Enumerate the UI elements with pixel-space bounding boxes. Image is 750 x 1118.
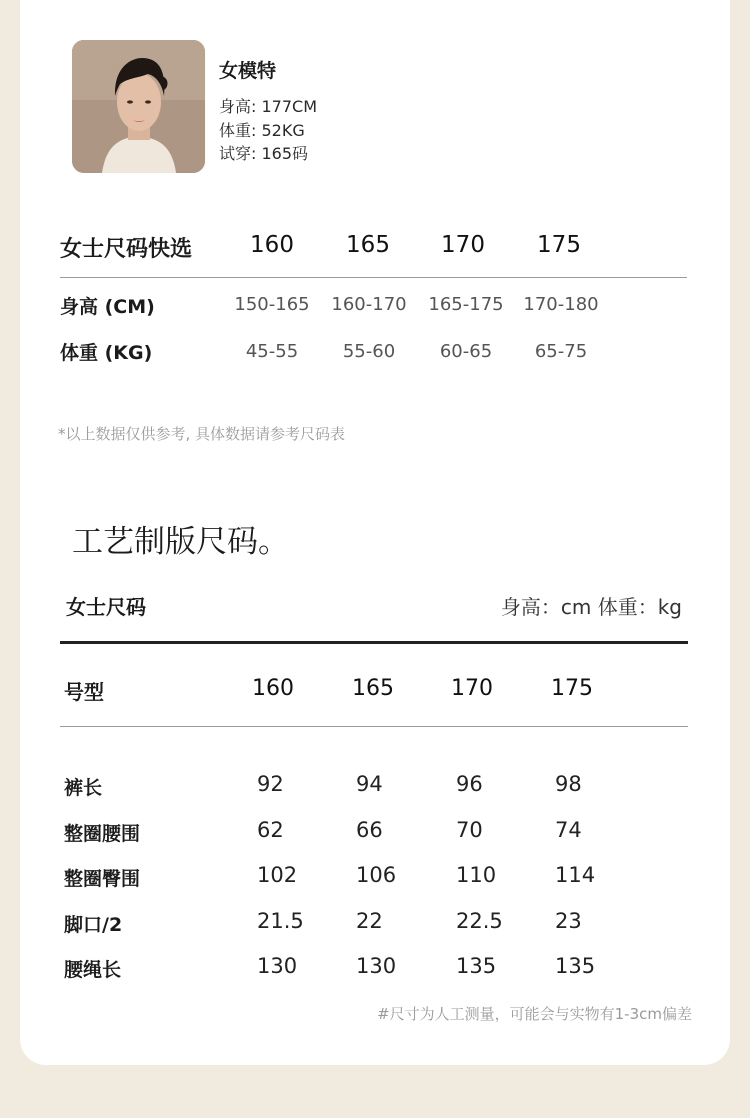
- model-tryon-size: 试穿: 165码: [219, 144, 309, 163]
- craft-cell: 102: [257, 863, 298, 887]
- quick-cell: 45-55: [245, 341, 299, 362]
- quick-size-header: 170: [441, 232, 485, 258]
- craft-row-label: 整圈臀围: [64, 868, 141, 890]
- quick-cell: 170-180: [523, 294, 599, 315]
- craft-size-header: 170: [451, 676, 493, 701]
- quick-table-note: *以上数据仅供参考, 具体数据请参考尺码表: [58, 425, 346, 443]
- quick-cell: 60-65: [439, 341, 493, 362]
- craft-section-title: 工艺制版尺码。: [72, 524, 289, 560]
- craft-cell: 130: [356, 954, 397, 978]
- craft-cell: 21.5: [257, 909, 304, 933]
- craft-cell: 130: [257, 954, 298, 978]
- craft-cell: 114: [555, 863, 596, 887]
- craft-size-header: 165: [352, 676, 394, 701]
- quick-size-header: 160: [250, 232, 294, 258]
- craft-cell: 23: [555, 909, 582, 933]
- craft-size-header: 160: [252, 676, 294, 701]
- craft-row-label: 裤长: [64, 777, 103, 799]
- quick-table-divider: [60, 277, 687, 278]
- craft-row-label: 整圈腰围: [64, 823, 141, 845]
- craft-cell: 66: [356, 818, 383, 842]
- quick-size-header: 175: [537, 232, 581, 258]
- model-title: 女模特: [219, 60, 277, 82]
- craft-table-top-rule: [60, 641, 688, 644]
- craft-cell: 135: [456, 954, 497, 978]
- model-photo: [72, 40, 205, 173]
- size-guide-card: [20, 0, 730, 1065]
- quick-cell: 55-60: [342, 341, 396, 362]
- quick-cell: 160-170: [331, 294, 407, 315]
- quick-cell: 65-75: [534, 341, 588, 362]
- craft-cell: 62: [257, 818, 284, 842]
- model-weight: 体重: 52KG: [219, 121, 305, 140]
- craft-cell: 110: [456, 863, 497, 887]
- craft-cell: 98: [555, 772, 582, 796]
- craft-row-label: 腰绳长: [64, 959, 122, 981]
- craft-cell: 22: [356, 909, 383, 933]
- quick-row-label: 体重 (KG): [60, 342, 153, 364]
- craft-cell: 74: [555, 818, 582, 842]
- craft-cell: 106: [356, 863, 397, 887]
- craft-table-subtitle: 女士尺码: [66, 595, 146, 619]
- model-height: 身高: 177CM: [219, 97, 317, 116]
- craft-header-label: 号型: [64, 680, 104, 704]
- quick-table-title: 女士尺码快选: [60, 237, 193, 262]
- craft-table-divider: [60, 726, 688, 727]
- quick-cell: 165-175: [428, 294, 504, 315]
- quick-cell: 150-165: [234, 294, 310, 315]
- craft-cell: 96: [456, 772, 483, 796]
- craft-size-header: 175: [551, 676, 593, 701]
- craft-cell: 135: [555, 954, 596, 978]
- craft-row-label: 脚口/2: [64, 914, 123, 936]
- craft-cell: 92: [257, 772, 284, 796]
- quick-row-label: 身高 (CM): [60, 296, 155, 318]
- craft-cell: 22.5: [456, 909, 503, 933]
- measurement-note: #尺寸为人工测量，可能会与实物有1-3cm偏差: [377, 1005, 692, 1023]
- craft-cell: 70: [456, 818, 483, 842]
- craft-cell: 94: [356, 772, 383, 796]
- craft-units-label: 身高：cm 体重：kg: [500, 595, 682, 619]
- quick-size-header: 165: [346, 232, 390, 258]
